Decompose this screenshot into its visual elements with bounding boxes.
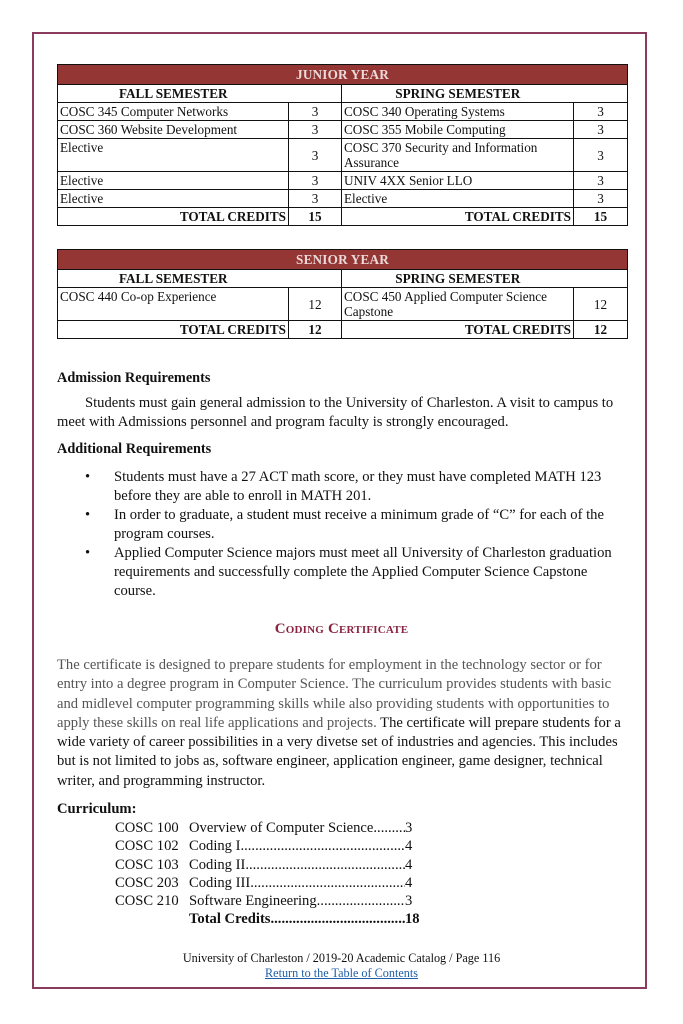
curriculum-list bbox=[115, 819, 425, 929]
course-credits: 4 bbox=[405, 856, 413, 873]
certificate-text-careers: The certificate will prepare students for a wide variety of career possibilities in a very divetse set of industries and agencies. This includes but is not limited to jobs as, software engineer, application engineer, game designer, technical writer, and programming instructor. bbox=[57, 714, 621, 789]
curriculum-label: Curriculum: bbox=[57, 801, 137, 817]
certificate-title: Coding Certificate bbox=[274, 621, 409, 637]
fall-semester-header: FALL SEMESTER bbox=[58, 270, 289, 288]
total-row bbox=[58, 208, 628, 226]
spring-credits: 12 bbox=[574, 288, 628, 321]
table-row bbox=[58, 190, 628, 208]
curriculum-row bbox=[115, 856, 425, 874]
spring-credits: 3 bbox=[574, 172, 628, 190]
fall-credits: 3 bbox=[289, 172, 342, 190]
fall-credits: 3 bbox=[289, 190, 342, 208]
table-row bbox=[58, 288, 628, 321]
dot-leader bbox=[250, 874, 405, 892]
certificate-text-intro: The certificate is designed to prepare students for employment in the technology sector or for entry into a degree program in Computer Science. The curriculum provides students with basic and midlevel computer programming skills while also providing students with opportunities to apply these skills on real life applications and projects. bbox=[57, 657, 612, 731]
curriculum-row bbox=[115, 819, 425, 837]
spring-header-spacer bbox=[574, 85, 628, 103]
spring-course: UNIV 4XX Senior LLO bbox=[342, 172, 574, 190]
course-name: Coding I bbox=[189, 838, 241, 855]
spring-course: COSC 340 Operating Systems bbox=[342, 103, 574, 121]
junior-year-title: JUNIOR YEAR bbox=[58, 65, 628, 85]
fall-header-spacer bbox=[289, 85, 342, 103]
spring-header-spacer bbox=[574, 270, 628, 288]
fall-course: Elective bbox=[58, 172, 289, 190]
dot-leader bbox=[271, 910, 406, 928]
list-item bbox=[57, 468, 627, 506]
spring-credits: 3 bbox=[574, 139, 628, 172]
course-name: Coding II bbox=[189, 856, 246, 873]
course-credits: 4 bbox=[405, 874, 413, 891]
dot-leader bbox=[245, 856, 405, 874]
curriculum-row bbox=[115, 892, 425, 910]
course-name: Overview of Computer Science bbox=[189, 820, 374, 836]
dot-leader bbox=[317, 892, 405, 910]
list-item-text: Students must have a 27 ACT math score, or they must have completed MATH 123 before they are able to enroll in MATH 201. bbox=[114, 469, 602, 504]
fall-total-credits: 12 bbox=[289, 321, 342, 339]
total-credits-value: 18 bbox=[405, 911, 420, 928]
table-row bbox=[58, 103, 628, 121]
curriculum-row bbox=[115, 874, 425, 892]
fall-credits: 12 bbox=[289, 288, 342, 321]
spring-total-credits: 12 bbox=[574, 321, 628, 339]
curriculum-row bbox=[115, 837, 425, 855]
total-row bbox=[58, 321, 628, 339]
list-item-text: In order to graduate, a student must receive a minimum grade of “C” for each of the program courses. bbox=[114, 507, 604, 542]
senior-year-title: SENIOR YEAR bbox=[58, 250, 628, 270]
certificate-description bbox=[57, 656, 629, 791]
table-of-contents-link[interactable]: Return to the Table of Contents bbox=[265, 966, 418, 980]
additional-requirements-list bbox=[57, 468, 627, 601]
admission-text: Students must gain general admission to the University of Charleston. A visit to campus to meet with Admissions personnel and program faculty is strongly encouraged. bbox=[57, 395, 614, 430]
course-code: COSC 100 bbox=[115, 820, 179, 836]
fall-credits: 3 bbox=[289, 139, 342, 172]
senior-year-table bbox=[57, 249, 628, 339]
table-row bbox=[58, 172, 628, 190]
list-item-text: Applied Computer Science majors must meet all University of Charleston graduation requirements and successfully complete the Applied Computer Science Capstone course. bbox=[114, 545, 612, 599]
fall-header-spacer bbox=[289, 270, 342, 288]
spring-credits: 3 bbox=[574, 103, 628, 121]
admission-heading: Admission Requirements bbox=[57, 370, 211, 386]
spring-course: COSC 450 Applied Computer Science Capstone bbox=[342, 288, 574, 321]
course-credits: 4 bbox=[405, 838, 413, 855]
page-footer bbox=[0, 951, 683, 981]
list-item bbox=[57, 506, 627, 544]
fall-total-credits: 15 bbox=[289, 208, 342, 226]
course-code: COSC 210 bbox=[115, 893, 179, 910]
bullet-icon: • bbox=[85, 469, 91, 485]
course-name: Coding III bbox=[189, 874, 251, 891]
spring-semester-header: SPRING SEMESTER bbox=[342, 85, 574, 103]
spring-course: COSC 370 Security and Information Assurance bbox=[342, 139, 574, 172]
course-credits: 3 bbox=[405, 820, 413, 836]
spring-semester-header: SPRING SEMESTER bbox=[342, 270, 574, 288]
bullet-icon: • bbox=[85, 507, 91, 523]
junior-year-table bbox=[57, 64, 628, 226]
fall-course: COSC 440 Co-op Experience bbox=[58, 288, 289, 321]
spring-credits: 3 bbox=[574, 121, 628, 139]
fall-credits: 3 bbox=[289, 121, 342, 139]
fall-credits: 3 bbox=[289, 103, 342, 121]
bullet-icon: • bbox=[85, 545, 91, 561]
dot-leader bbox=[373, 819, 405, 837]
spring-total-label: TOTAL CREDITS bbox=[342, 321, 574, 339]
spring-total-credits: 15 bbox=[574, 208, 628, 226]
spring-credits: 3 bbox=[574, 190, 628, 208]
total-credits-label: Total Credits bbox=[189, 911, 271, 928]
fall-course: Elective bbox=[58, 139, 289, 172]
fall-course: Elective bbox=[58, 190, 289, 208]
curriculum-total-row bbox=[115, 910, 425, 928]
course-code: COSC 203 bbox=[115, 874, 179, 891]
fall-course: COSC 345 Computer Networks bbox=[58, 103, 289, 121]
table-row bbox=[58, 121, 628, 139]
course-code: COSC 102 bbox=[115, 838, 179, 855]
dot-leader bbox=[240, 837, 405, 855]
spring-course: Elective bbox=[342, 190, 574, 208]
spring-total-label: TOTAL CREDITS bbox=[342, 208, 574, 226]
list-item bbox=[57, 544, 627, 601]
course-credits: 3 bbox=[405, 893, 413, 910]
spring-course: COSC 355 Mobile Computing bbox=[342, 121, 574, 139]
additional-heading: Additional Requirements bbox=[57, 441, 212, 457]
fall-semester-header: FALL SEMESTER bbox=[58, 85, 289, 103]
course-code: COSC 103 bbox=[115, 856, 179, 873]
fall-total-label: TOTAL CREDITS bbox=[58, 208, 289, 226]
fall-total-label: TOTAL CREDITS bbox=[58, 321, 289, 339]
fall-course: COSC 360 Website Development bbox=[58, 121, 289, 139]
footer-catalog-line: University of Charleston / 2019-20 Academic Catalog / Page 116 bbox=[182, 951, 501, 965]
course-name: Software Engineering bbox=[189, 893, 317, 910]
table-row bbox=[58, 139, 628, 172]
